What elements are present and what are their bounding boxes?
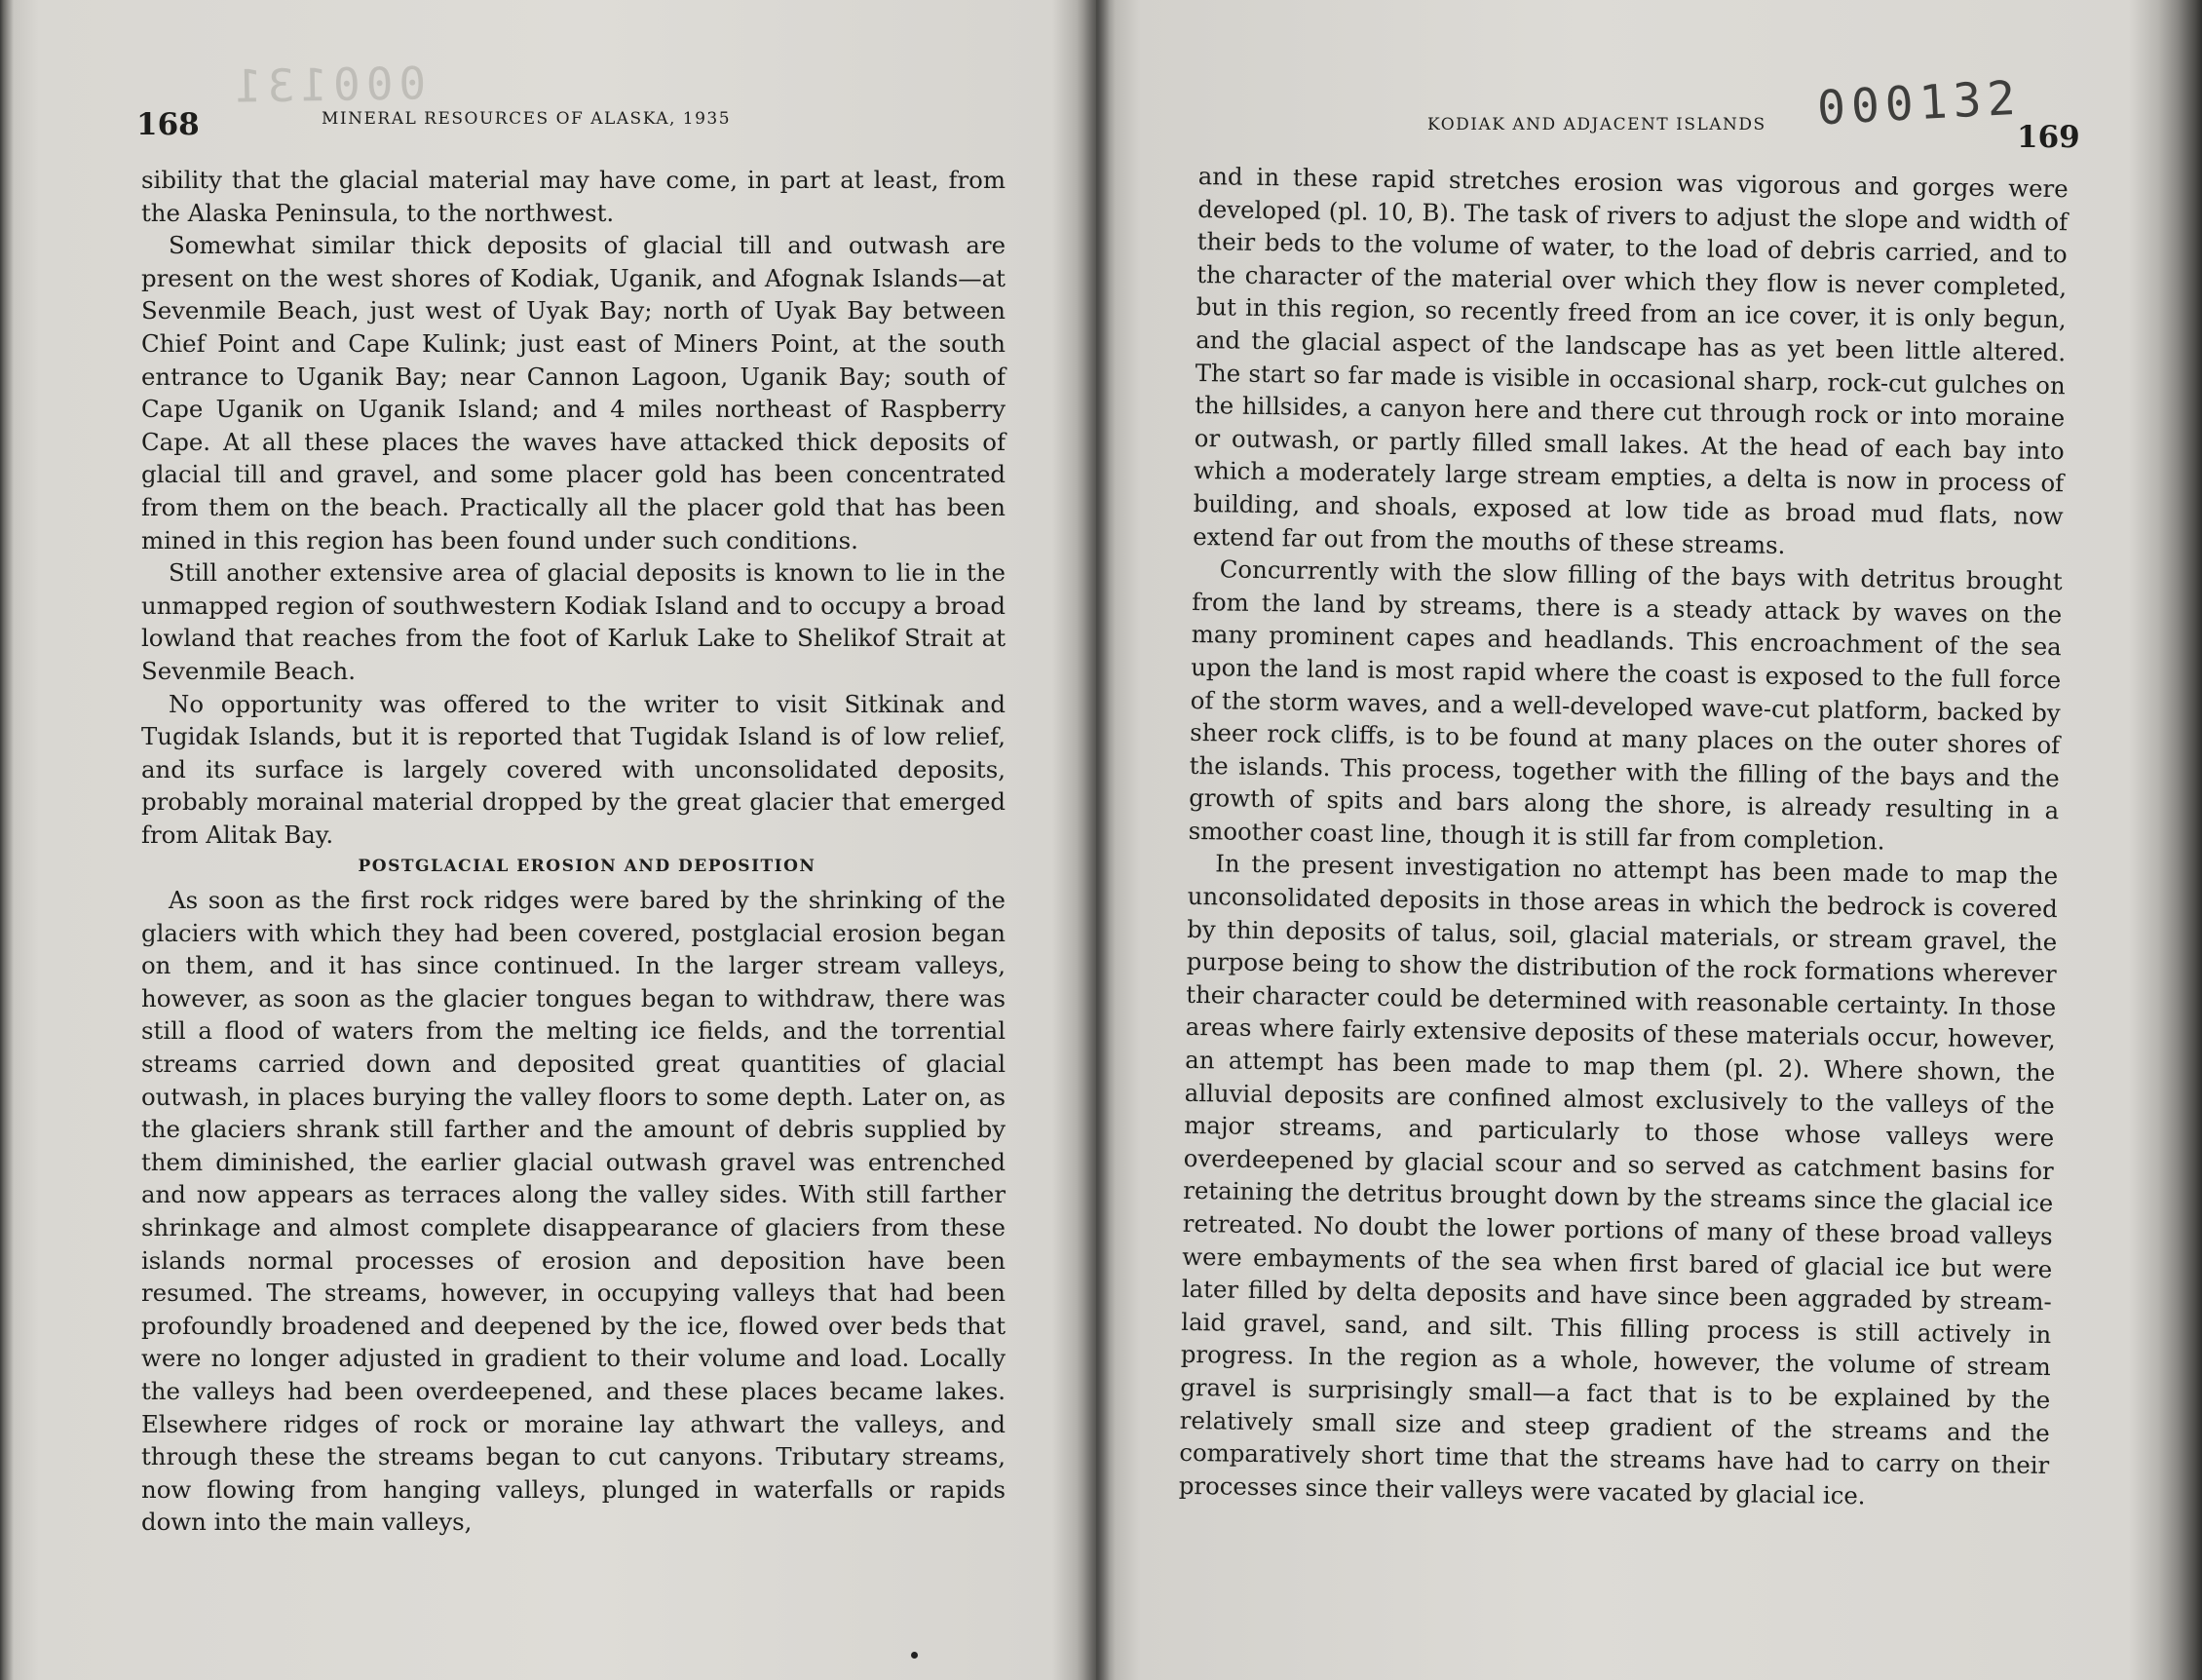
page-number: 168 bbox=[136, 107, 200, 142]
left-page bbox=[0, 0, 1096, 1680]
bleed-through-stamp: 000131 bbox=[228, 57, 427, 113]
paragraph: Somewhat similar thick deposits of glacial till and outwash are present on the west shores of Kodiak, Uganik, and Afognak Islands—at Sevenmile Beach, just west of Uyak Bay; north of Uyak Bay between Chief Point and Cape Kulink; just east of Miners Point, at the south entrance to Uganik Bay; near Cannon Lagoon, Uganik Bay; south of Cape Uganik on Uganik Island; and 4 miles northeast of Raspberry Cape. At all these places the waves have attacked thick deposits of glacial till and gravel, and some placer gold has been concentrated from them on the beach. Practically all the placer gold that has been mined in this region has been found under such conditions. bbox=[141, 231, 1006, 554]
paragraph: As soon as the first rock ridges were bared by the shrinking of the glaciers with which they had been covered, postglacial erosion began on them, and it has since continued. In the larger stream valleys, however, as soon as the glacier tongues began to withdraw, there was still a flood of waters from the melting ice fields, and the torrential streams carried down and deposited great quantities of glacial outwash, in places burying the valley floors to some depth. Later on, as the glaciers shrank still farther and the amount of debris supplied by them diminished, the earlier glacial outwash gravel was entrenched and now appears as terraces along the valley sides. With still farther shrinkage and almost complete disappearance of glaciers from these islands normal processes of erosion and deposition have been resumed. The streams, however, in occupying valleys that had been profoundly broadened and deepened by the ice, flowed over beds that were no longer adjusted in gradient to their volume and load. Locally the valleys had been overdeepened, and these places became lakes. Elsewhere ridges of rock or moraine lay athwart the valleys, and through these the streams began to cut canyons. Tributary streams, now flowing from hanging valleys, plunged in waterfalls or rapids down into the main valleys, bbox=[141, 886, 1006, 1537]
book-gutter bbox=[1077, 0, 1116, 1680]
paragraph: Concurrently with the slow filling of the bays with detritus brought from the land by streams, there is a steady attack by waves on the many prominent capes and headlands. This encroachment of the sea upon the land is most rapid where the coast is exposed to the full force of the storm waves, and a well-developed wave-cut platform, backed by sheer rock cliffs, is to be found at many places on the outer shores of the islands. This process, together with the filling of the bays and the growth of spits and bars along the shore, is already resulting in a smoother coast line, though it is still far from completion. bbox=[1188, 554, 2063, 856]
running-head: KODIAK AND ADJACENT ISLANDS bbox=[1427, 115, 1766, 134]
paragraph: sibility that the glacial material may have come, in part at least, from the Alaska Peninsula, to the northwest. bbox=[141, 166, 1006, 227]
paragraph: In the present investigation no attempt has been made to map the unconsolidated deposits in those areas in which the bedrock is covered by thin deposits of talus, soil, glacial materials, or stream gravel, the purpose being to show the distribution of the rock formations wherever their character could be determined with reasonable certainty. In those areas where fairly extensive deposits of these materials occur, however, an attempt has been made to map them (pl. 2). Where shown, the alluvial deposits are confined almost exclusively to the valleys of the major streams, and particularly to those whose valleys were overdeepened by glacial scour and so served as catchment basins for retaining the detritus brought down by the streams since the glacial ice retreated. No doubt the lower portions of many of these broad valleys were embayments of the sea when first bared of glacial ice but were later filled by delta deposits and have since been aggraded by stream-laid gravel, sand, and silt. This filling process is still actively in progress. In the region as a whole, however, the volume of stream gravel is surprisingly small—a fact that is to be explained by the relatively small size and steep gradient of the streams and the comparatively short time that the streams have had to carry on their processes since their valleys were vacated by glacial ice. bbox=[1178, 849, 2059, 1510]
body-text bbox=[1179, 160, 2069, 1514]
paragraph: No opportunity was offered to the writer to visit Sitkinak and Tugidak Islands, but it is reported that Tugidak Island is of low relief, and its surface is largely covered with unconsolidated deposits, probably morainal material dropped by the great glacier that emerged from Alitak Bay. bbox=[141, 689, 1006, 849]
section-heading: POSTGLACIAL EROSION AND DEPOSITION bbox=[358, 857, 816, 877]
running-head: MINERAL RESOURCES OF ALASKA, 1935 bbox=[322, 109, 732, 129]
page-mark-dot bbox=[911, 1652, 918, 1659]
paragraph: Still another extensive area of glacial deposits is known to lie in the unmapped region of southwestern Kodiak Island and to occupy a broad lowland that reaches from the foot of Karluk Lake to Shelikof Strait at Sevenmile Beach. bbox=[141, 558, 1006, 685]
paragraph: and in these rapid stretches erosion was vigorous and gorges were developed (pl. 10, B). The task of rivers to adjust the slope and width of their beds to the volume of water, to the load of debris carried, and to the character of the material over which they flow is never completed, but in this region, so recently freed from an ice cover, it is only begun, and the glacial aspect of the landscape has as yet been little altered. The start so far made is visible in occasional sharp, rock-cut gulches on the hillsides, a canyon here and there cut through rock or into moraine or outwash, or partly filled small lakes. At the head of each bay into which a moderately large stream empties, a delta is now in process of building, and shoals, exposed at low tide as broad mud flats, now extend far out from the mouths of these streams. bbox=[1193, 161, 2069, 559]
page-number: 169 bbox=[2017, 120, 2080, 155]
right-page bbox=[1096, 0, 2202, 1680]
archive-stamp: 000132 bbox=[1815, 70, 2023, 136]
body-text bbox=[141, 164, 1006, 1539]
